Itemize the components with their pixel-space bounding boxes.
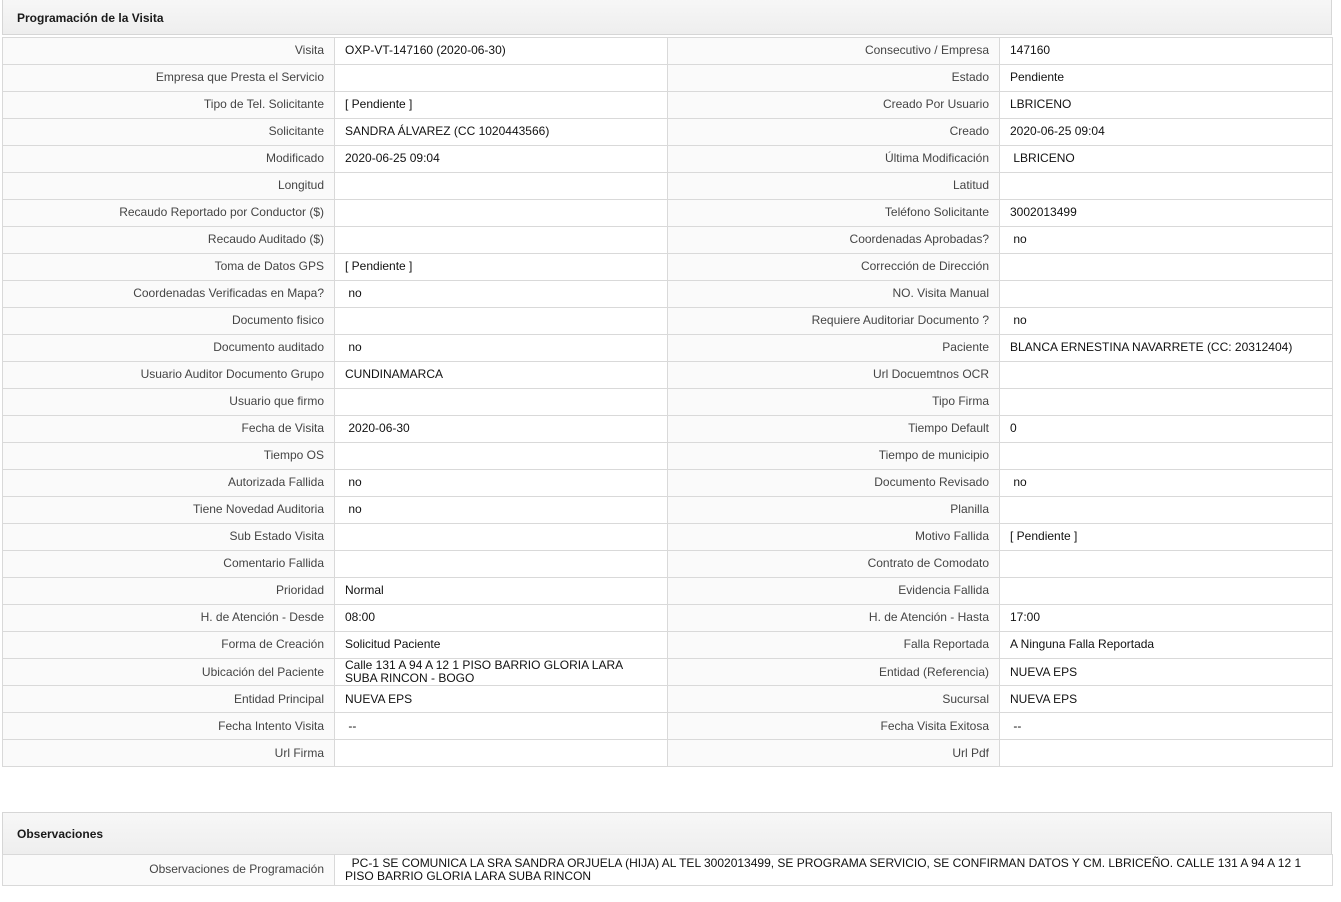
detail-row bbox=[3, 578, 1333, 605]
field-value: CUNDINAMARCA bbox=[335, 362, 668, 389]
field-label: NO. Visita Manual bbox=[668, 281, 1000, 308]
field-value: no bbox=[335, 470, 668, 497]
field-value: NUEVA EPS bbox=[1000, 659, 1333, 686]
observations-row bbox=[3, 855, 1333, 886]
field-value bbox=[1000, 173, 1333, 200]
field-label: Documento fisico bbox=[3, 308, 335, 335]
field-label: Corrección de Dirección bbox=[668, 254, 1000, 281]
field-value: NUEVA EPS bbox=[335, 686, 668, 713]
field-value: NUEVA EPS bbox=[1000, 686, 1333, 713]
field-label: Creado Por Usuario bbox=[668, 92, 1000, 119]
field-label: Tipo de Tel. Solicitante bbox=[3, 92, 335, 119]
field-label: Tipo Firma bbox=[668, 389, 1000, 416]
field-label: Última Modificación bbox=[668, 146, 1000, 173]
field-value: [ Pendiente ] bbox=[335, 92, 668, 119]
field-label: Estado bbox=[668, 65, 1000, 92]
detail-row bbox=[3, 551, 1333, 578]
field-value: no bbox=[1000, 227, 1333, 254]
field-value bbox=[335, 65, 668, 92]
visit-details-table bbox=[2, 37, 1333, 767]
field-value bbox=[335, 308, 668, 335]
field-label: Motivo Fallida bbox=[668, 524, 1000, 551]
field-value: no bbox=[1000, 470, 1333, 497]
detail-row bbox=[3, 65, 1333, 92]
field-value: 17:00 bbox=[1000, 605, 1333, 632]
field-label: Prioridad bbox=[3, 578, 335, 605]
detail-row bbox=[3, 713, 1333, 740]
field-label: Visita bbox=[3, 38, 335, 65]
detail-row bbox=[3, 254, 1333, 281]
field-label: Tiempo Default bbox=[668, 416, 1000, 443]
field-label: Teléfono Solicitante bbox=[668, 200, 1000, 227]
field-label: H. de Atención - Desde bbox=[3, 605, 335, 632]
detail-row bbox=[3, 146, 1333, 173]
field-label: Forma de Creación bbox=[3, 632, 335, 659]
field-value bbox=[335, 227, 668, 254]
field-value: 2020-06-25 09:04 bbox=[335, 146, 668, 173]
field-label: Usuario que firmo bbox=[3, 389, 335, 416]
field-value: 2020-06-30 bbox=[335, 416, 668, 443]
observations-value: PC-1 SE COMUNICA LA SRA SANDRA ORJUELA (HIJA) AL TEL 3002013499, SE PROGRAMA SERVICIO, SE CONFIRMAN DATOS Y CM. LBRICEÑO. CALLE 131 A 94 A 12 1 PISO BARRIO GLORIA LARA SUBA RINCON bbox=[335, 855, 1333, 886]
field-label: Coordenadas Verificadas en Mapa? bbox=[3, 281, 335, 308]
field-label: Tiene Novedad Auditoria bbox=[3, 497, 335, 524]
field-value: 147160 bbox=[1000, 38, 1333, 65]
visit-schedule-title: Programación de la Visita bbox=[2, 0, 1332, 35]
field-value bbox=[335, 389, 668, 416]
field-value bbox=[1000, 578, 1333, 605]
field-value: 2020-06-25 09:04 bbox=[1000, 119, 1333, 146]
detail-row bbox=[3, 389, 1333, 416]
field-value bbox=[335, 551, 668, 578]
field-label: Fecha Intento Visita bbox=[3, 713, 335, 740]
field-value: [ Pendiente ] bbox=[335, 254, 668, 281]
field-label: Url Firma bbox=[3, 740, 335, 767]
field-value bbox=[335, 173, 668, 200]
field-value: no bbox=[335, 497, 668, 524]
field-value bbox=[1000, 497, 1333, 524]
observations-title: Observaciones bbox=[2, 812, 1332, 854]
detail-row bbox=[3, 281, 1333, 308]
field-label: Tiempo de municipio bbox=[668, 443, 1000, 470]
detail-row bbox=[3, 335, 1333, 362]
field-label: Creado bbox=[668, 119, 1000, 146]
detail-row bbox=[3, 686, 1333, 713]
field-label: Modificado bbox=[3, 146, 335, 173]
field-label: Requiere Auditoriar Documento ? bbox=[668, 308, 1000, 335]
field-label: Documento auditado bbox=[3, 335, 335, 362]
field-value bbox=[1000, 254, 1333, 281]
field-label: Recaudo Reportado por Conductor ($) bbox=[3, 200, 335, 227]
field-value: LBRICENO bbox=[1000, 146, 1333, 173]
field-value: SANDRA ÁLVAREZ (CC 1020443566) bbox=[335, 119, 668, 146]
field-value: A Ninguna Falla Reportada bbox=[1000, 632, 1333, 659]
field-label: Longitud bbox=[3, 173, 335, 200]
field-value: no bbox=[335, 335, 668, 362]
field-value: 0 bbox=[1000, 416, 1333, 443]
field-value bbox=[1000, 740, 1333, 767]
detail-row bbox=[3, 497, 1333, 524]
field-label: Documento Revisado bbox=[668, 470, 1000, 497]
field-value bbox=[335, 524, 668, 551]
field-label: Empresa que Presta el Servicio bbox=[3, 65, 335, 92]
field-label: Fecha Visita Exitosa bbox=[668, 713, 1000, 740]
detail-row bbox=[3, 227, 1333, 254]
field-value: Normal bbox=[335, 578, 668, 605]
field-value: no bbox=[335, 281, 668, 308]
field-value: -- bbox=[1000, 713, 1333, 740]
field-label: Usuario Auditor Documento Grupo bbox=[3, 362, 335, 389]
field-label: Solicitante bbox=[3, 119, 335, 146]
field-value: -- bbox=[335, 713, 668, 740]
field-label: Comentario Fallida bbox=[3, 551, 335, 578]
field-value: BLANCA ERNESTINA NAVARRETE (CC: 20312404) bbox=[1000, 335, 1333, 362]
field-value bbox=[1000, 281, 1333, 308]
field-label: Url Docuemtnos OCR bbox=[668, 362, 1000, 389]
detail-row bbox=[3, 362, 1333, 389]
field-label: Fecha de Visita bbox=[3, 416, 335, 443]
detail-row bbox=[3, 740, 1333, 767]
field-label: Latitud bbox=[668, 173, 1000, 200]
field-label: Falla Reportada bbox=[668, 632, 1000, 659]
field-label: H. de Atención - Hasta bbox=[668, 605, 1000, 632]
field-label: Consecutivo / Empresa bbox=[668, 38, 1000, 65]
detail-row bbox=[3, 443, 1333, 470]
field-label: Toma de Datos GPS bbox=[3, 254, 335, 281]
detail-row bbox=[3, 308, 1333, 335]
field-value: Pendiente bbox=[1000, 65, 1333, 92]
field-label: Sub Estado Visita bbox=[3, 524, 335, 551]
field-value: 3002013499 bbox=[1000, 200, 1333, 227]
field-value bbox=[335, 740, 668, 767]
field-label: Ubicación del Paciente bbox=[3, 659, 335, 686]
field-value: LBRICENO bbox=[1000, 92, 1333, 119]
field-value: Calle 131 A 94 A 12 1 PISO BARRIO GLORIA LARA SUBA RINCON - BOGO bbox=[335, 659, 668, 686]
field-label: Contrato de Comodato bbox=[668, 551, 1000, 578]
field-label: Sucursal bbox=[668, 686, 1000, 713]
visit-schedule-panel bbox=[2, 0, 1332, 767]
field-value bbox=[1000, 551, 1333, 578]
field-label: Tiempo OS bbox=[3, 443, 335, 470]
field-label: Autorizada Fallida bbox=[3, 470, 335, 497]
field-label: Entidad (Referencia) bbox=[668, 659, 1000, 686]
field-label: Entidad Principal bbox=[3, 686, 335, 713]
field-value bbox=[335, 443, 668, 470]
field-value: OXP-VT-147160 (2020-06-30) bbox=[335, 38, 668, 65]
field-value: Solicitud Paciente bbox=[335, 632, 668, 659]
detail-row bbox=[3, 524, 1333, 551]
field-label: Planilla bbox=[668, 497, 1000, 524]
detail-row bbox=[3, 200, 1333, 227]
field-value: 08:00 bbox=[335, 605, 668, 632]
field-value bbox=[1000, 389, 1333, 416]
field-label: Paciente bbox=[668, 335, 1000, 362]
observations-label: Observaciones de Programación bbox=[3, 855, 335, 886]
field-label: Recaudo Auditado ($) bbox=[3, 227, 335, 254]
field-value: no bbox=[1000, 308, 1333, 335]
observations-table bbox=[2, 854, 1333, 886]
field-value bbox=[1000, 362, 1333, 389]
detail-row bbox=[3, 92, 1333, 119]
detail-row bbox=[3, 119, 1333, 146]
detail-row bbox=[3, 38, 1333, 65]
detail-row bbox=[3, 416, 1333, 443]
detail-row bbox=[3, 173, 1333, 200]
field-label: Evidencia Fallida bbox=[668, 578, 1000, 605]
field-value bbox=[1000, 443, 1333, 470]
detail-row bbox=[3, 632, 1333, 659]
field-label: Coordenadas Aprobadas? bbox=[668, 227, 1000, 254]
field-label: Url Pdf bbox=[668, 740, 1000, 767]
detail-row bbox=[3, 605, 1333, 632]
field-value bbox=[335, 200, 668, 227]
detail-row bbox=[3, 470, 1333, 497]
field-value: [ Pendiente ] bbox=[1000, 524, 1333, 551]
detail-row bbox=[3, 659, 1333, 686]
observations-panel bbox=[2, 812, 1332, 886]
